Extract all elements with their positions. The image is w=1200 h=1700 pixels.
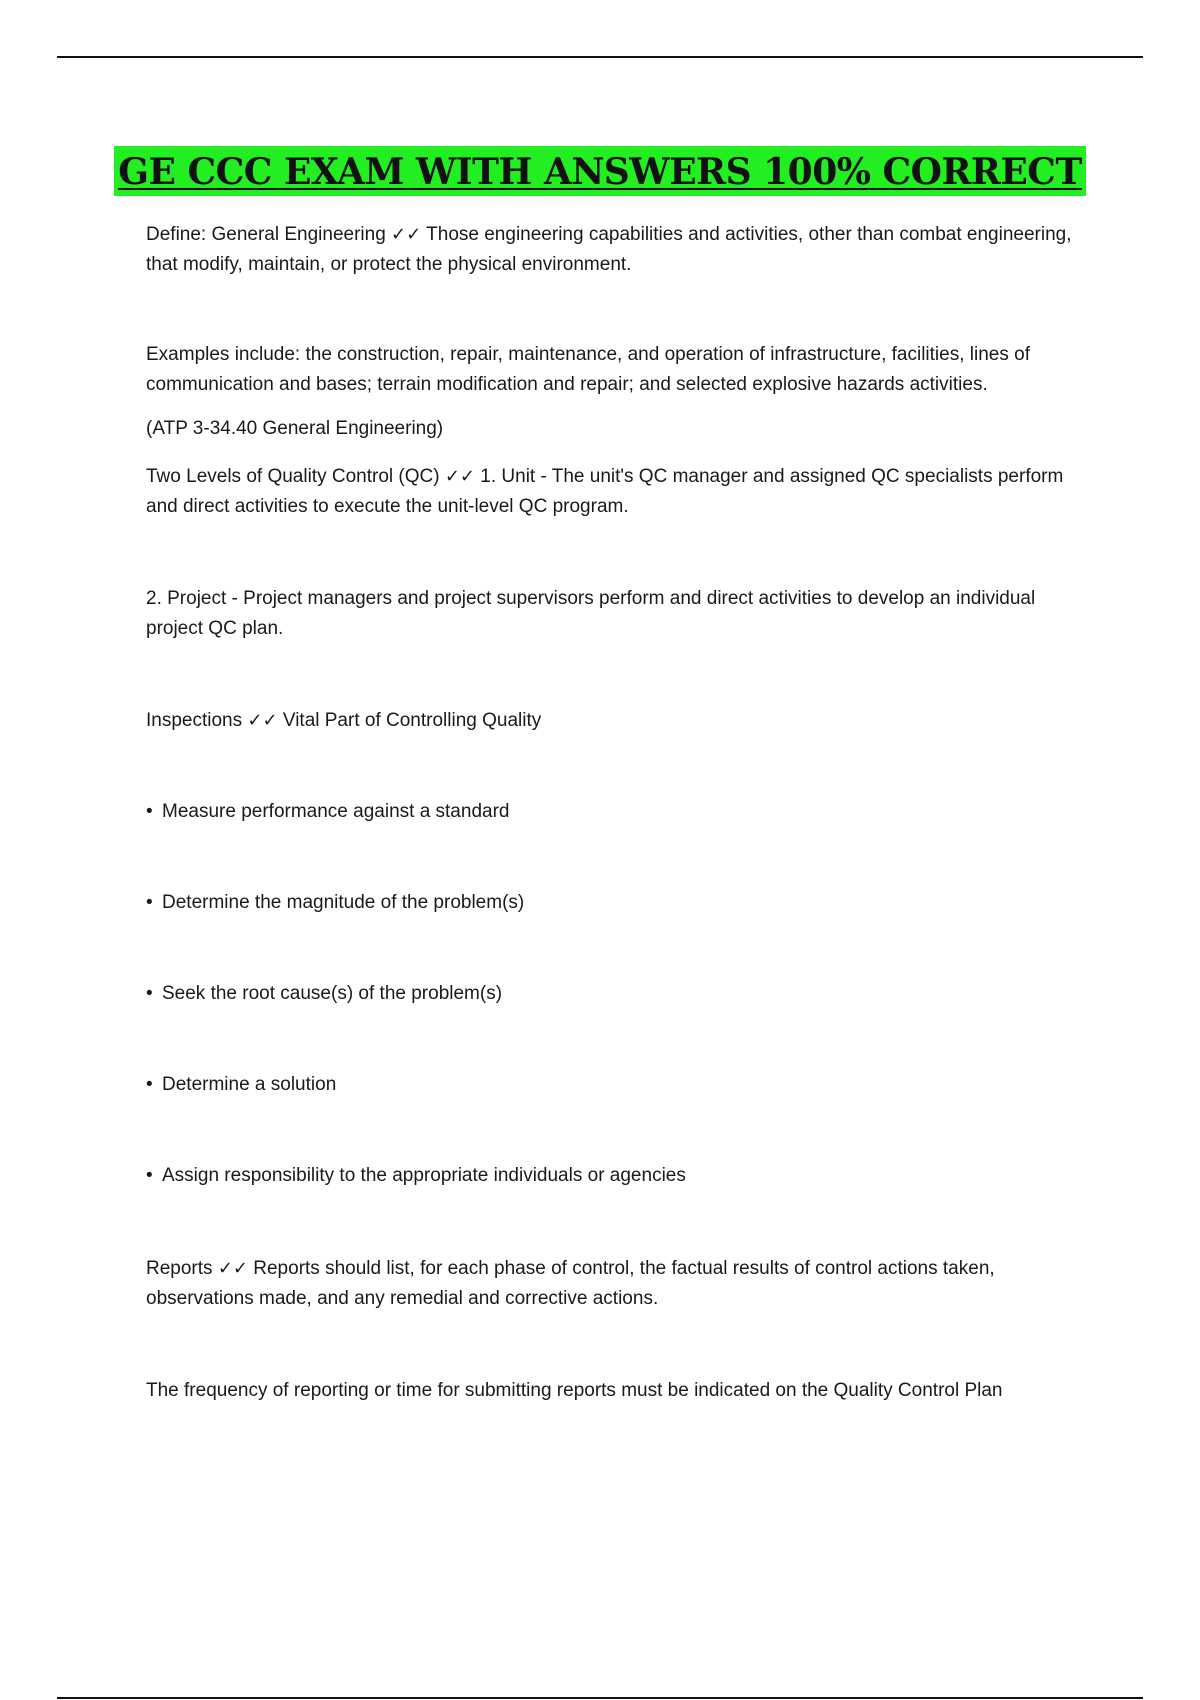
- list-item-text: Measure performance against a standard: [162, 801, 510, 822]
- answer-text: Vital Part of Controlling Quality: [282, 710, 542, 731]
- list-item: [146, 888, 1086, 918]
- title-container: [0, 146, 1200, 196]
- check-icon: ✓✓: [444, 466, 475, 487]
- question-term: Two Levels of Quality Control (QC): [146, 466, 440, 487]
- qa-define-general-engineering: [146, 220, 1086, 280]
- footer-rule: [57, 1697, 1143, 1699]
- list-item-text: Seek the root cause(s) of the problem(s): [162, 983, 503, 1004]
- list-item-text: Assign responsibility to the appropriate individuals or agencies: [162, 1165, 686, 1186]
- document-title: GE CCC EXAM WITH ANSWERS 100% CORRECT: [114, 146, 1085, 196]
- question-term: Define: General Engineering: [146, 224, 386, 245]
- answer-text: Those engineering capabilities and activities, other than combat engineering, that modify, maintain, or protect the physical environment.: [146, 224, 1072, 275]
- list-item: [146, 979, 1086, 1009]
- header-rule: [57, 56, 1143, 58]
- question-term: Reports: [146, 1258, 213, 1279]
- qa-inspections: [146, 706, 1086, 736]
- list-item-text: Determine a solution: [162, 1074, 337, 1095]
- question-term: Inspections: [146, 710, 243, 731]
- check-icon: ✓✓: [217, 1258, 248, 1279]
- bullet-icon: •: [146, 983, 153, 1004]
- examples-paragraph: Examples include: the construction, repair, maintenance, and operation of infrastructure, facilities, lines of communication and bases; terrain modification and repair; and selected explosive hazards activities.: [146, 344, 1030, 395]
- check-icon: ✓✓: [391, 224, 422, 245]
- bullet-icon: •: [146, 1165, 153, 1186]
- check-icon: ✓✓: [247, 710, 278, 731]
- answer-text: 1. Unit - The unit's QC manager and assigned QC specialists perform and direct activities to execute the unit-level QC program.: [146, 466, 1064, 517]
- list-item: [146, 1161, 1086, 1191]
- bullet-icon: •: [146, 801, 153, 822]
- bullet-icon: •: [146, 892, 153, 913]
- answer-text: Reports should list, for each phase of control, the factual results of control actions taken, observations made, and any remedial and corrective actions.: [146, 1258, 995, 1309]
- reports-frequency-paragraph: The frequency of reporting or time for submitting reports must be indicated on the Quality Control Plan: [146, 1380, 1003, 1401]
- qa-quality-control-levels: [146, 462, 1086, 522]
- list-item-text: Determine the magnitude of the problem(s): [162, 892, 525, 913]
- qa-reports: [146, 1254, 1086, 1314]
- qc-project-paragraph: 2. Project - Project managers and project supervisors perform and direct activities to develop an individual project QC plan.: [146, 588, 1036, 639]
- reference-citation: (ATP 3-34.40 General Engineering): [146, 418, 444, 439]
- bullet-icon: •: [146, 1074, 153, 1095]
- list-item: [146, 797, 1086, 827]
- list-item: [146, 1070, 1086, 1100]
